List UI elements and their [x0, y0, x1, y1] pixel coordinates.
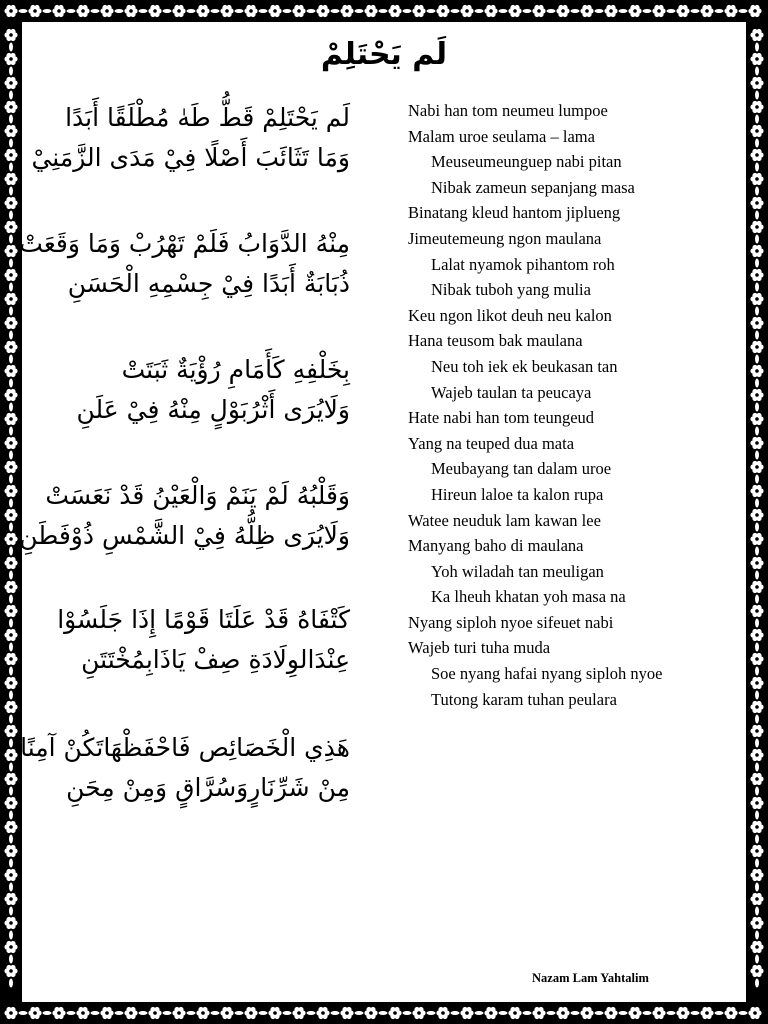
translation-line: Keu ngon likot deuh neu kalon — [408, 305, 612, 325]
translation-line: Tutong karam tuhan peulara — [431, 689, 617, 709]
footer-caption: Nazam Lam Yahtalim — [532, 971, 649, 985]
arabic-verse-line: هَذِي الْخَصَائِص فَاحْفَظْهَاتَكُنْ آمِنًا — [20, 733, 350, 762]
arabic-verse-line: بِخَلْفِهِ كَأَمَامِ رُؤْيَةٌ ثَبَتَتْ — [121, 355, 350, 384]
arabic-verse-line: وَلَايُرَى ظِلُّهُ فِيْ الشَّمْسِ ذُوْفَطَنِ — [19, 521, 350, 550]
arabic-verse-line: وَلَايُرَى أَثْرُبَوْلٍ مِنْهُ فِيْ عَلَنِ — [76, 395, 350, 424]
translation-line: Hate nabi han tom teungeud — [408, 408, 595, 428]
translation-line: Nyang siploh nyoe sifeuet nabi — [408, 612, 614, 632]
translation-line: Lalat nyamok pihantom roh — [431, 254, 615, 274]
translation-line: Manyang baho di maulana — [408, 536, 584, 556]
translation-line: Yoh wiladah tan meuligan — [431, 561, 604, 581]
translation-line: Nibak tuboh yang mulia — [431, 280, 591, 300]
arabic-stanza — [20, 224, 350, 304]
translation-line: Nibak zameun sepanjang masa — [431, 177, 635, 197]
arabic-verse-line: لَم يَحْتَلِمْ قَطُّ طَهٰ مُطْلَقًا أَبَدًا — [65, 103, 350, 132]
arabic-stanza — [20, 476, 350, 556]
translation-line: Meuseumeunguep nabi pitan — [431, 152, 622, 172]
arabic-verse-line: ذُبَابَةٌ أَبَدًا فِيْ جِسْمِهِ الْحَسَنِ — [67, 269, 350, 298]
arabic-verse-line: وَمَا تَثَائَبَ أَصْلًا فِيْ مَدَى الزَّمَنِيْ — [31, 143, 350, 172]
arabic-stanza — [20, 600, 350, 680]
acehnese-translation — [408, 98, 738, 712]
arabic-stanza — [20, 350, 350, 430]
arabic-verse-line: كَتْفَاهُ قَدْ عَلَتَا قَوْمًا إِذَا جَلَسُوْا — [57, 605, 350, 634]
arabic-verse-line: مِنْهُ الدَّوَابُ فَلَمْ تَهْرُبْ وَمَا وَقَعَتْ — [19, 229, 350, 258]
translation-line: Nabi han tom neumeu lumpoe — [408, 101, 608, 120]
translation-line: Jimeutemeung ngon maulana — [408, 228, 602, 248]
arabic-verse-line: عِنْدَالوِلَادَةِ صِفْ يَاذَابِمُخْتَتَنِ — [81, 645, 350, 674]
translation-line: Soe nyang hafai nyang siploh nyoe — [431, 664, 663, 684]
page-title: لَم يَحْتَلِمْ — [320, 37, 448, 72]
translation-line: Hireun laloe ta kalon rupa — [431, 484, 604, 504]
translation-line: Malam uroe seulama – lama — [408, 126, 595, 146]
translation-line: Wajeb turi tuha muda — [408, 638, 551, 658]
translation-line: Meubayang tan dalam uroe — [431, 459, 612, 479]
translation-line: Neu toh iek ek beukasan tan — [431, 356, 618, 376]
translation-line: Hana teusom bak maulana — [408, 331, 583, 351]
translation-line: Yang na teuped dua mata — [408, 433, 575, 453]
translation-line: Binatang kleud hantom jiplueng — [408, 203, 621, 223]
arabic-stanza — [20, 98, 350, 178]
arabic-verse-line: وَقَلْبُهُ لَمْ يَنَمْ وَالْعَيْنُ قَدْ نَعَسَتْ — [45, 481, 350, 510]
translation-line: Ka lheuh khatan yoh masa na — [431, 587, 626, 607]
translation-line: Watee neuduk lam kawan lee — [408, 510, 601, 530]
arabic-stanza — [20, 728, 350, 808]
arabic-verse-line: مِنْ شَرِّنَارٍوَسُرَّاقٍ وَمِنْ مِحَنِ — [66, 773, 350, 802]
translation-line: Wajeb taulan ta peucaya — [431, 382, 592, 402]
